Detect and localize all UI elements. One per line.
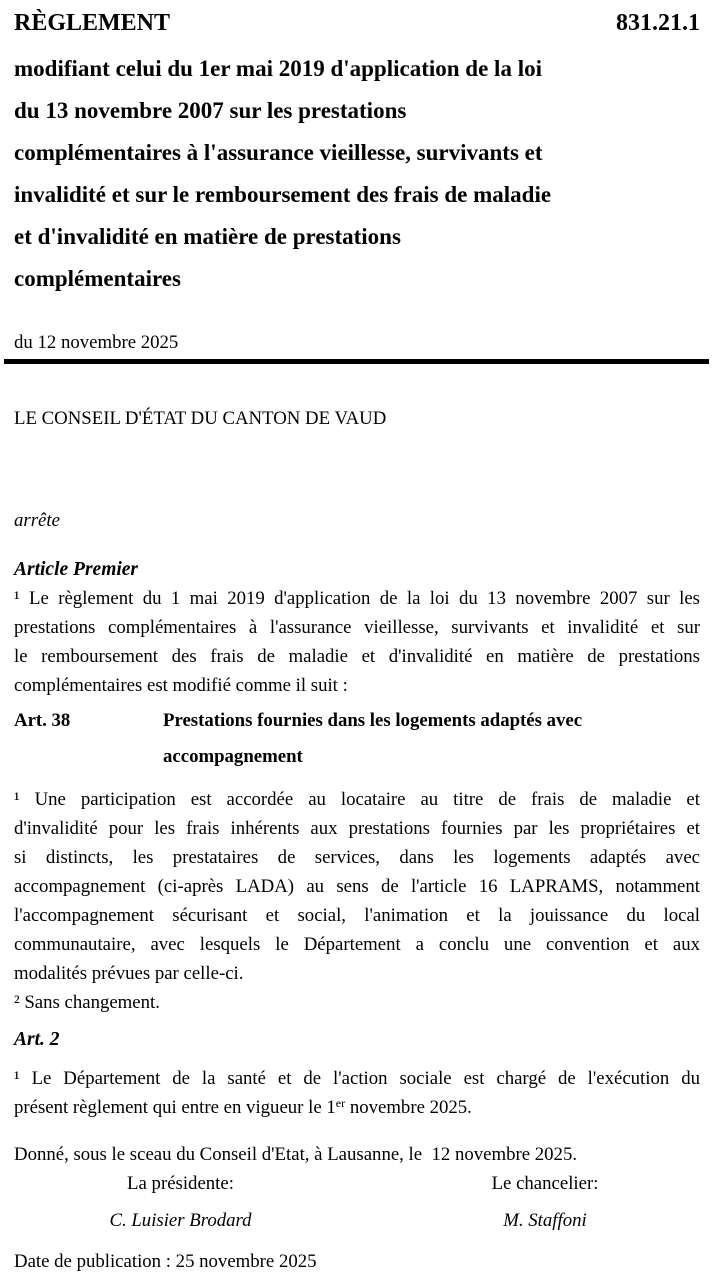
art2-paragraph-line1: ¹ Le Département de la santé et de l'action sociale est chargé de l'exécution du — [14, 1068, 700, 1089]
authority-line: LE CONSEIL D'ÉTAT DU CANTON DE VAUD — [14, 408, 387, 429]
chancellor-name: M. Staffoni — [503, 1210, 587, 1231]
doc-date: du 12 novembre 2025 — [14, 332, 179, 353]
publication-date: Date de publication : 25 novembre 2025 — [14, 1251, 317, 1272]
doc-type-label: RÈGLEMENT — [14, 10, 171, 36]
president-title: La présidente: — [127, 1173, 234, 1194]
art38-paragraph-2: ² Sans changement. — [14, 992, 160, 1013]
superscript-er: er — [335, 1096, 346, 1110]
divider-rule — [4, 359, 709, 364]
art2-paragraph-line2: présent règlement qui entre en vigueur le 1er novembre 2025. — [14, 1096, 472, 1118]
art38-heading-row — [14, 703, 700, 775]
art38-paragraph-1: ¹ Une participation est accordée au locataire au titre de frais de maladie et d'invalidité pour les frais inhérents aux prestations fournies par les propriétaires et si distincts, les prestataires de services, dans les logements adaptés avec accompagnement (ci-après LADA) au sens de l'article 16 LAPRAMS, notamment l'accompagnement sécurisant et social, l'animation et la jouissance du local communautaire, avec lesquels le Département a conclu une convention et aux modalités prévues par celle-ci. — [14, 789, 700, 984]
signature-titles-row — [14, 1169, 700, 1198]
document-header — [14, 8, 700, 38]
signature-names-row — [14, 1206, 700, 1235]
art38-label: Art. 38 — [14, 710, 71, 731]
chancellor-title: Le chancelier: — [491, 1173, 599, 1194]
art38-title: Prestations fournies dans les logements adaptés avec accompagnement — [163, 710, 583, 767]
article-premier-heading: Article Premier — [14, 559, 139, 580]
doc-number: 831.21.1 — [616, 10, 700, 36]
article-premier-paragraph: ¹ Le règlement du 1 mai 2019 d'application de la loi du 13 novembre 2007 sur les prestations complémentaires à l'assurance vieillesse, survivants et invalidité et sur le remboursement des frais de maladie et d'invalidité en matière de prestations complémentaires est modifié comme il suit : — [14, 588, 700, 696]
decree-word: arrête — [14, 510, 60, 531]
art2-heading: Art. 2 — [14, 1029, 60, 1050]
doc-title: modifiant celui du 1er mai 2019 d'application de la loi du 13 novembre 2007 sur les prestations complémentaires à l'assurance vieillesse, survivants et invalidité et sur le remboursement des frais de maladie et d'invalidité en matière de prestations complémentaires — [14, 56, 552, 291]
done-under-seal-line: Donné, sous le sceau du Conseil d'Etat, à Lausanne, le 12 novembre 2025. — [14, 1144, 578, 1165]
art2-paragraph — [14, 1064, 700, 1122]
president-name: C. Luisier Brodard — [109, 1210, 252, 1231]
